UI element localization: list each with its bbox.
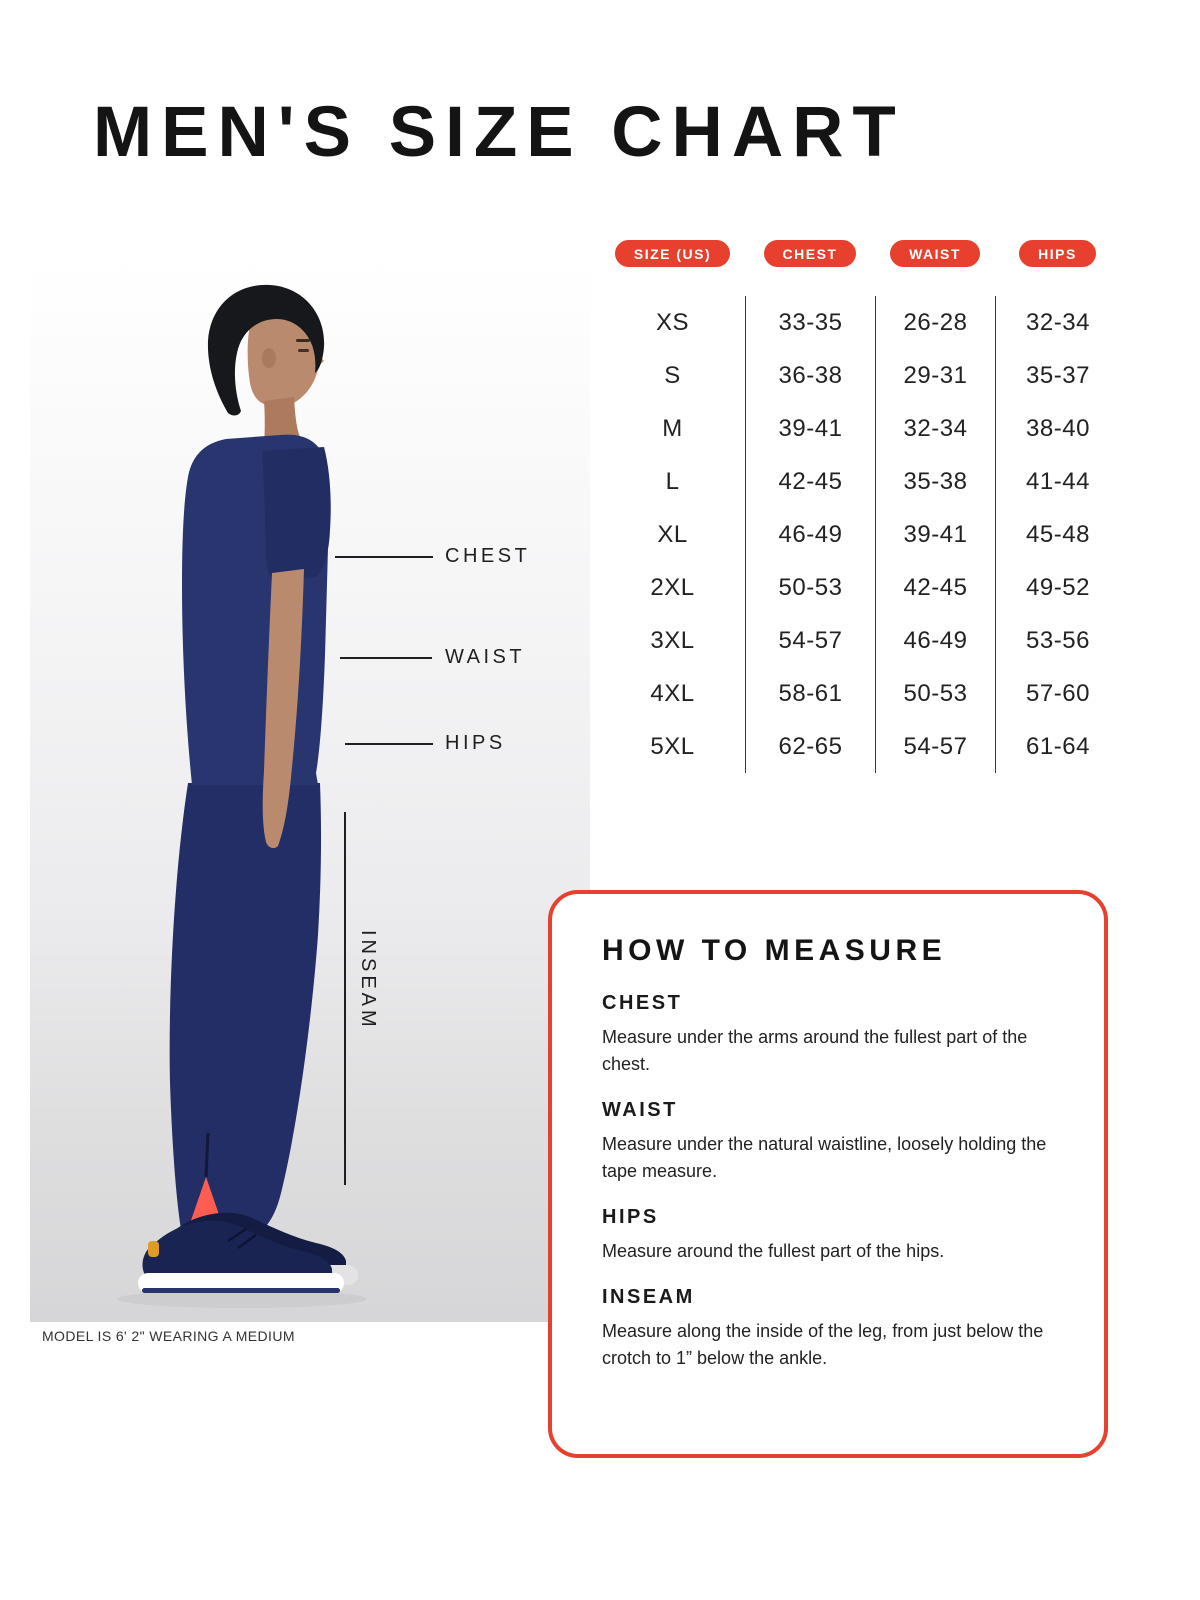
- measure-section: [602, 1286, 1064, 1372]
- value-cell: 58-61: [745, 667, 875, 720]
- value-cell: 32-34: [875, 402, 995, 455]
- measure-section: [602, 992, 1064, 1078]
- inseam-pointer-line: [344, 812, 346, 1185]
- table-row: [600, 667, 1120, 720]
- table-row: [600, 402, 1120, 455]
- size-cell: S: [664, 361, 681, 389]
- value-cell: 46-49: [745, 508, 875, 561]
- column-pill-size: SIZE (US): [615, 240, 730, 267]
- size-cell: L: [665, 467, 680, 495]
- measure-section-text: Measure around the fullest part of the hips.: [602, 1241, 945, 1261]
- size-cell: M: [662, 414, 683, 442]
- table-row: [600, 720, 1120, 773]
- table-row: [600, 296, 1120, 349]
- value-cell: 57-60: [995, 667, 1120, 720]
- value-cell: 38-40: [995, 402, 1120, 455]
- measure-section-text: Measure under the arms around the fullest part of the chest.: [602, 1027, 1028, 1074]
- value-cell: 39-41: [875, 508, 995, 561]
- column-pill-waist: WAIST: [890, 240, 980, 267]
- how-to-measure-title: HOW TO MEASURE: [602, 934, 947, 967]
- size-table-header: [600, 240, 1120, 296]
- how-to-measure-card: [548, 890, 1108, 1458]
- size-cell: 2XL: [650, 573, 695, 601]
- value-cell: 42-45: [745, 455, 875, 508]
- measure-section-label: HIPS: [602, 1206, 659, 1228]
- value-cell: 45-48: [995, 508, 1120, 561]
- size-cell: 5XL: [650, 732, 695, 760]
- value-cell: 35-38: [875, 455, 995, 508]
- waist-pointer-line: [340, 657, 432, 659]
- inseam-label: INSEAM: [357, 930, 379, 1031]
- value-cell: 54-57: [875, 720, 995, 773]
- size-cell: 4XL: [650, 679, 695, 707]
- size-cell: XS: [655, 308, 689, 336]
- measure-section: [602, 1206, 1064, 1265]
- table-row: [600, 614, 1120, 667]
- value-cell: 41-44: [995, 455, 1120, 508]
- chest-pointer-line: [335, 556, 433, 558]
- column-pill-chest: CHEST: [764, 240, 857, 267]
- value-cell: 33-35: [745, 296, 875, 349]
- measure-section-text: Measure under the natural waistline, loosely holding the tape measure.: [602, 1134, 1047, 1181]
- how-to-measure-sections: [602, 992, 1064, 1372]
- value-cell: 61-64: [995, 720, 1120, 773]
- model-caption: MODEL IS 6' 2" WEARING A MEDIUM: [42, 1328, 295, 1344]
- size-cell: XL: [657, 520, 688, 548]
- value-cell: 26-28: [875, 296, 995, 349]
- value-cell: 49-52: [995, 561, 1120, 614]
- value-cell: 62-65: [745, 720, 875, 773]
- table-row: [600, 508, 1120, 561]
- value-cell: 32-34: [995, 296, 1120, 349]
- value-cell: 46-49: [875, 614, 995, 667]
- size-cell: 3XL: [650, 626, 695, 654]
- table-row: [600, 349, 1120, 402]
- value-cell: 53-56: [995, 614, 1120, 667]
- measure-section-label: CHEST: [602, 992, 683, 1014]
- value-cell: 54-57: [745, 614, 875, 667]
- value-cell: 39-41: [745, 402, 875, 455]
- value-cell: 36-38: [745, 349, 875, 402]
- hips-label: HIPS: [445, 732, 506, 754]
- table-row: [600, 455, 1120, 508]
- table-row: [600, 561, 1120, 614]
- column-pill-hips: HIPS: [1019, 240, 1096, 267]
- hips-pointer-line: [345, 743, 433, 745]
- value-cell: 29-31: [875, 349, 995, 402]
- size-table-body: [600, 296, 1120, 773]
- model-illustration: [30, 255, 590, 1322]
- value-cell: 35-37: [995, 349, 1120, 402]
- measure-section-label: INSEAM: [602, 1286, 695, 1308]
- waist-label: WAIST: [445, 646, 526, 668]
- size-table: [600, 240, 1120, 773]
- chest-label: CHEST: [445, 545, 531, 567]
- value-cell: 50-53: [875, 667, 995, 720]
- page-title: MEN'S SIZE CHART: [93, 93, 905, 172]
- value-cell: 42-45: [875, 561, 995, 614]
- measure-section-text: Measure along the inside of the leg, from just below the crotch to 1” below the ankle.: [602, 1321, 1044, 1368]
- model-photo: [30, 255, 590, 1322]
- value-cell: 50-53: [745, 561, 875, 614]
- measure-section-label: WAIST: [602, 1099, 678, 1121]
- measure-section: [602, 1099, 1064, 1185]
